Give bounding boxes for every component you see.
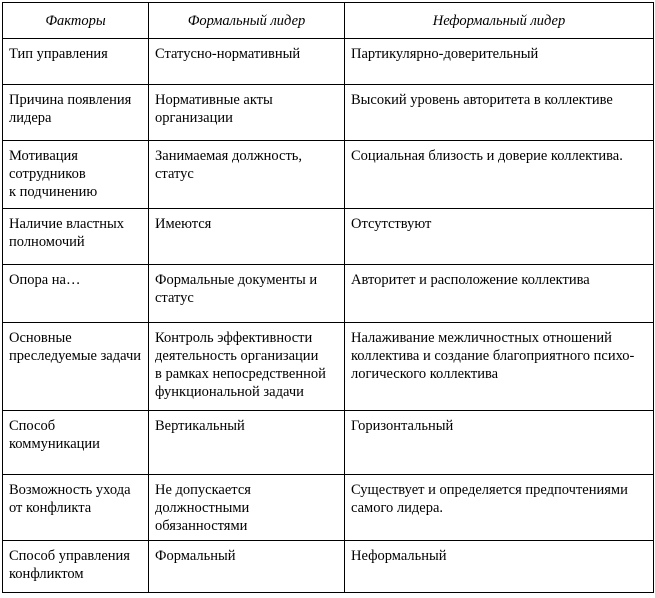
informal-cell: Налаживание межличностных отношений коллектива и создание благоприятного психо- логического коллектива <box>345 323 654 411</box>
table-row <box>3 209 654 265</box>
factor-cell: Основные преследуемые задачи <box>3 323 149 411</box>
factor-cell: Наличие властных полномочий <box>3 209 149 265</box>
informal-cell: Партикулярно-доверительный <box>345 39 654 85</box>
informal-cell: Высокий уровень авторитета в коллективе <box>345 85 654 141</box>
table-row <box>3 39 654 85</box>
comparison-table <box>2 2 654 593</box>
factor-cell: Опора на… <box>3 265 149 323</box>
formal-cell: Имеются <box>149 209 345 265</box>
table-row <box>3 475 654 541</box>
factor-cell: Мотивация сотрудников к подчинению <box>3 141 149 209</box>
formal-cell: Не допускается должностными обязанностями <box>149 475 345 541</box>
table-row <box>3 323 654 411</box>
table-row <box>3 85 654 141</box>
formal-cell: Вертикальный <box>149 411 345 475</box>
factor-cell: Способ коммуникации <box>3 411 149 475</box>
table-row <box>3 141 654 209</box>
informal-cell: Отсутствуют <box>345 209 654 265</box>
formal-cell: Контроль эффективности деятельность организации в рамках непосредственной функциональной задачи <box>149 323 345 411</box>
formal-cell: Нормативные акты организации <box>149 85 345 141</box>
formal-cell: Занимаемая должность, статус <box>149 141 345 209</box>
header-factors: Факторы <box>3 3 149 39</box>
table-row <box>3 411 654 475</box>
header-formal-leader: Формальный лидер <box>149 3 345 39</box>
factor-cell: Возможность ухода от конфликта <box>3 475 149 541</box>
header-informal-leader: Неформальный лидер <box>345 3 654 39</box>
header-row <box>3 3 654 39</box>
factor-cell: Способ управления конфликтом <box>3 541 149 593</box>
formal-cell: Статусно-нормативный <box>149 39 345 85</box>
informal-cell: Неформальный <box>345 541 654 593</box>
formal-cell: Формальный <box>149 541 345 593</box>
informal-cell: Горизонтальный <box>345 411 654 475</box>
formal-cell: Формальные документы и статус <box>149 265 345 323</box>
table-row <box>3 265 654 323</box>
factor-cell: Тип управления <box>3 39 149 85</box>
informal-cell: Авторитет и расположение коллектива <box>345 265 654 323</box>
factor-cell: Причина появления лидера <box>3 85 149 141</box>
informal-cell: Существует и определяется предпочтениями самого лидера. <box>345 475 654 541</box>
informal-cell: Социальная близость и доверие коллектива. <box>345 141 654 209</box>
table-row <box>3 541 654 593</box>
